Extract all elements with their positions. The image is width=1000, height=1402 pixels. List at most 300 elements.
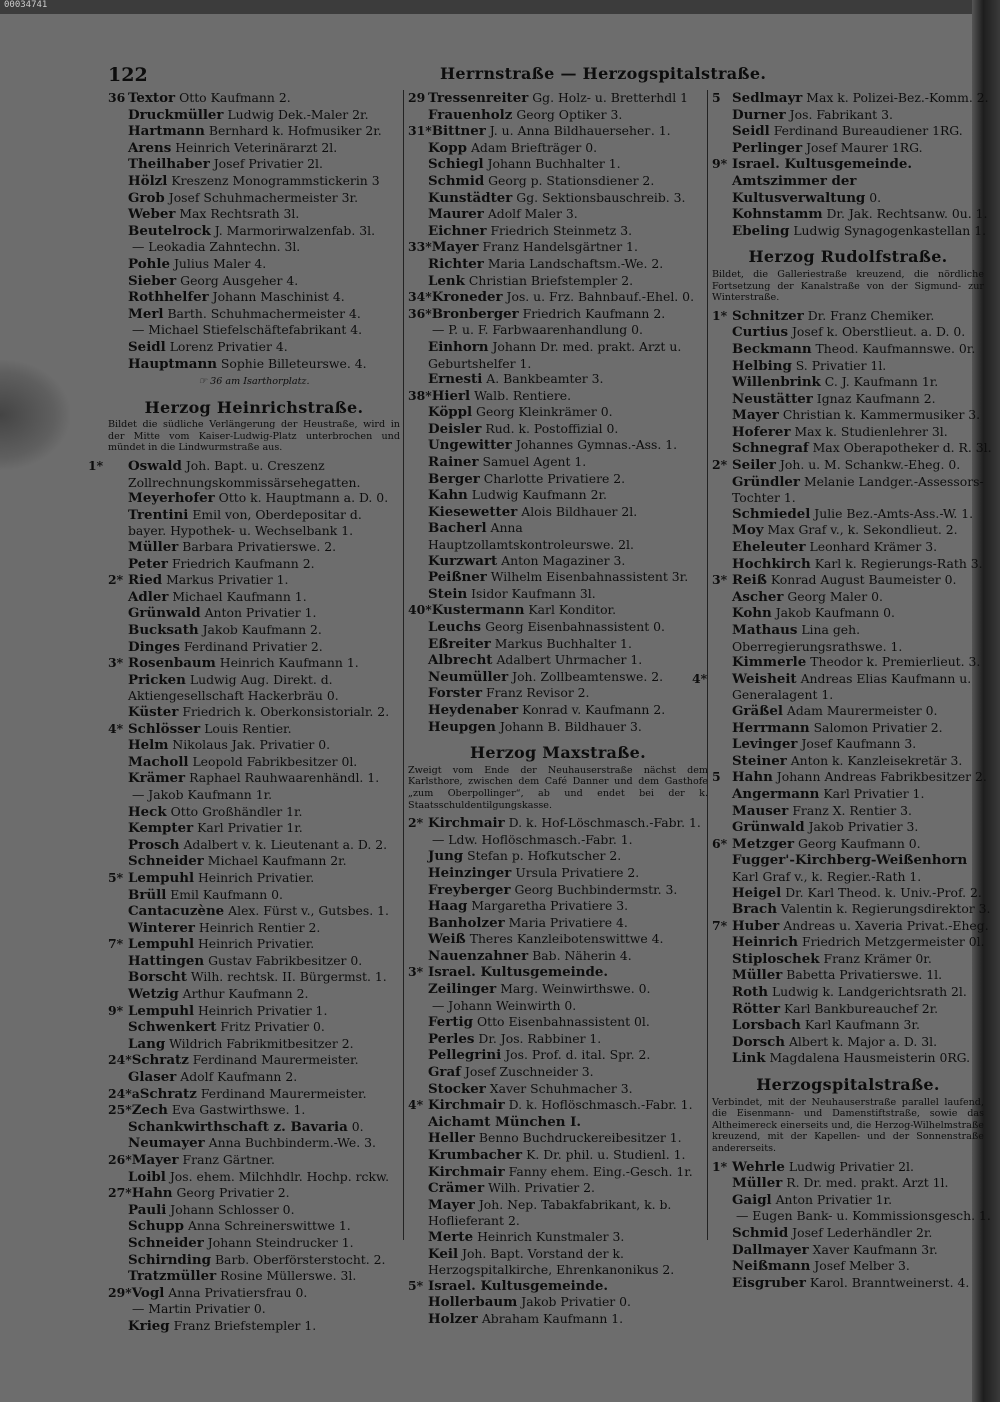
resident-details: Otto k. Hauptmann a. D. 0. — [218, 490, 389, 506]
resident-name: Pellegrini — [428, 1047, 502, 1064]
resident-name: Israel. Kultusgemeinde. — [732, 156, 913, 173]
directory-entry — [712, 1159, 984, 1176]
directory-entry — [108, 107, 400, 124]
directory-entry — [712, 173, 984, 206]
directory-entry — [108, 1268, 400, 1285]
resident-details: Michael Kaufmann 1. — [172, 588, 307, 604]
resident-details: Barbara Privatierswe. 2. — [182, 539, 337, 555]
running-head: Herrnstraße — Herzogspitalstraße. — [440, 64, 767, 83]
directory-entry — [408, 998, 708, 1015]
directory-entry — [712, 1050, 984, 1067]
directory-entry — [712, 572, 984, 589]
directory-entry — [108, 737, 400, 754]
resident-name: Kunstädter — [428, 189, 513, 206]
resident-name: Hoferer — [732, 423, 791, 440]
directory-entry — [408, 1294, 708, 1311]
resident-details: Lorenz Privatier 4. — [169, 338, 288, 354]
directory-entry — [712, 901, 991, 918]
resident-details: Heinrich Kaufmann 1. — [219, 655, 359, 671]
resident-details: Ludwig Dek.-Maler 2r. — [227, 106, 369, 122]
resident-details: Josef Zuschneider 3. — [464, 1064, 594, 1080]
house-number: 31* — [408, 123, 432, 139]
resident-name: Schirnding — [128, 1251, 211, 1268]
resident-details: — Martin Privatier 0. — [131, 1301, 266, 1317]
resident-details: Adam Briefträger 0. — [470, 139, 598, 155]
directory-entry — [108, 123, 400, 140]
resident-name: Kempter — [128, 820, 194, 837]
house-number: 26* — [108, 1152, 132, 1167]
directory-entry — [108, 289, 400, 306]
resident-details: Jakob Kaufmann 0. — [775, 605, 895, 621]
directory-entry — [408, 602, 708, 619]
resident-details: — Jakob Kaufmann 1r. — [131, 786, 273, 802]
directory-entry — [108, 936, 400, 953]
directory-entry — [712, 374, 984, 391]
resident-name: Helbing — [732, 357, 792, 374]
directory-entry — [408, 421, 708, 438]
resident-name: Ascher — [732, 588, 784, 605]
directory-entry — [408, 454, 708, 471]
resident-name: Neißmann — [732, 1258, 811, 1275]
resident-details: Adolf Maler 3. — [487, 206, 578, 222]
directory-entry — [408, 273, 708, 290]
directory-entry — [108, 1185, 400, 1202]
directory-entry — [108, 140, 400, 157]
resident-details: Josef Schuhmachermeister 3r. — [168, 189, 359, 205]
resident-details: Heinrich Privatier. — [197, 936, 315, 952]
directory-entry — [408, 865, 708, 882]
directory-entry — [108, 539, 400, 556]
resident-details: Jakob Privatier 0. — [521, 1294, 631, 1310]
resident-name: Müller — [732, 1175, 783, 1192]
resident-details: Anna Privatiersfrau 0. — [168, 1284, 308, 1300]
resident-name: Lempuhl — [128, 1002, 195, 1019]
resident-details: Max k. Studienlehrer 3l. — [794, 423, 948, 439]
resident-name: Tressenreiter — [428, 90, 529, 106]
house-number: 1* — [712, 307, 728, 323]
resident-details: Wilhelm Eisenbahnassistent 3r. — [490, 569, 689, 585]
entries-herzog-rudolf — [692, 307, 992, 1067]
resident-name: Stocker — [428, 1080, 486, 1097]
directory-entry — [408, 1014, 708, 1031]
directory-entry — [408, 1180, 708, 1197]
directory-entry — [108, 1252, 400, 1269]
resident-name: Lorsbach — [732, 1017, 801, 1034]
directory-entry — [712, 391, 984, 408]
resident-details: Adam Maurermeister 0. — [786, 702, 938, 718]
resident-details: Otto Großhändler 1r. — [170, 803, 303, 819]
resident-name: Peißner — [428, 569, 487, 586]
directory-entry — [408, 619, 708, 636]
entries-herzogspital — [712, 1158, 991, 1292]
house-number: 5 — [712, 769, 721, 785]
directory-entry — [108, 1218, 400, 1235]
resident-name: Schlösser — [128, 720, 201, 737]
resident-name: Schankwirthschaft z. Bavaria — [128, 1118, 348, 1135]
resident-details: Jos. u. Frz. Bahnbauf.-Ehel. 0. — [506, 289, 695, 305]
resident-name: Heck — [128, 803, 167, 820]
resident-name: Seiler — [732, 457, 776, 474]
resident-details: Valentin k. Regierungsdirektor 3. — [780, 901, 991, 917]
directory-entry — [408, 685, 708, 702]
resident-name: Einhorn — [428, 338, 489, 355]
house-number: 3* — [408, 964, 424, 980]
resident-name: Kohn — [732, 605, 772, 622]
resident-name: Stiploschek — [732, 950, 820, 967]
directory-entry — [712, 123, 984, 140]
resident-details: Heinrich Kunstmaler 3. — [477, 1228, 625, 1244]
directory-entry — [408, 504, 708, 521]
directory-entry — [108, 322, 400, 339]
directory-entry — [108, 223, 400, 240]
resident-details: Bab. Näherin 4. — [532, 947, 632, 963]
resident-details: Karl Kaufmann 3r. — [804, 1017, 920, 1033]
resident-details: Josef Maurer 1RG. — [806, 139, 923, 155]
directory-entry — [108, 622, 400, 639]
resident-details: Anton Magaziner 3. — [501, 552, 626, 568]
resident-name: Hölzl — [128, 172, 168, 189]
directory-entry — [108, 589, 400, 606]
house-number: 1* — [712, 1158, 728, 1174]
resident-details: Babetta Privatierswe. 1l. — [786, 967, 943, 983]
resident-name: Dallmayer — [732, 1241, 809, 1258]
house-number: 24* — [108, 1052, 132, 1068]
directory-entry — [108, 339, 400, 356]
directory-entry — [108, 1019, 400, 1036]
directory-entry — [692, 670, 984, 703]
resident-name: Kroneder — [431, 289, 503, 306]
resident-name: Aichamt München I. — [428, 1113, 582, 1130]
resident-name: Stein — [428, 585, 468, 602]
resident-name: Grünwald — [732, 819, 805, 836]
resident-name: Mathaus — [732, 622, 798, 638]
directory-entry — [408, 948, 708, 965]
resident-name: Lang — [128, 1035, 166, 1052]
directory-entry — [408, 322, 708, 339]
resident-name: Crämer — [428, 1180, 485, 1197]
directory-entry — [408, 652, 708, 669]
resident-details: Anton k. Kanzleisekretär 3. — [790, 752, 963, 768]
house-number: 6* — [712, 835, 728, 851]
directory-entry — [108, 1318, 400, 1335]
resident-name: Curtius — [732, 324, 788, 341]
entries-herrnstrasse — [108, 90, 400, 372]
resident-details: Otto Kaufmann 2. — [179, 90, 291, 105]
resident-name: Pricken — [128, 671, 186, 688]
directory-entry — [108, 156, 400, 173]
resident-name: Oswald — [128, 458, 182, 475]
directory-entry — [108, 90, 400, 107]
house-number: 29 — [408, 90, 426, 105]
resident-name: Dorsch — [732, 1033, 786, 1050]
directory-entry — [108, 920, 400, 937]
resident-details: Bernhard k. Hofmusiker 2r. — [208, 123, 382, 139]
resident-details: — Johann Weinwirth 0. — [431, 997, 577, 1013]
resident-details: Josef Lederhändler 2r. — [792, 1224, 933, 1240]
resident-name: Müller — [128, 539, 179, 556]
resident-name: Wehrle — [732, 1158, 785, 1175]
resident-details: Louis Rentier. — [204, 720, 292, 736]
resident-details: Ignaz Kaufmann 2. — [816, 390, 936, 406]
resident-name: Wetzig — [128, 986, 179, 1003]
directory-entry — [108, 173, 400, 190]
resident-name: Schratz — [131, 1052, 189, 1069]
resident-details: Max Rechtsrath 3l. — [179, 206, 300, 222]
house-number: 25* — [108, 1102, 132, 1118]
resident-name: Ernesti — [428, 371, 483, 388]
resident-details: Jos. ehem. Milchhdlr. Hochp. rckw. — [169, 1168, 390, 1184]
resident-details: Franz Gärtner. — [182, 1152, 275, 1167]
resident-name: Rainer — [428, 454, 479, 471]
directory-entry — [108, 837, 400, 854]
directory-entry — [108, 969, 400, 986]
resident-details: Andreas Elias Kaufmann u. Generalagent 1. — [732, 670, 972, 703]
resident-name: Banholzer — [428, 914, 505, 931]
resident-details: Gg. Holz- u. Bretterhdl 1 — [532, 90, 688, 105]
resident-details: Maria Privatiere 4. — [508, 914, 628, 930]
directory-entry — [712, 1242, 984, 1259]
directory-entry — [108, 1003, 400, 1020]
resident-details: Ludwig Aug. Direkt. d. Aktiengesellschaft Hackerbräu 0. — [128, 671, 339, 704]
resident-details: Josef Melber 3. — [814, 1258, 910, 1274]
resident-name: Hierl — [431, 387, 471, 404]
resident-details: Christian Briefstempler 2. — [468, 272, 634, 288]
directory-entry — [408, 437, 708, 454]
directory-entry — [408, 306, 708, 323]
resident-name: Ungewitter — [428, 437, 512, 454]
directory-entry — [88, 458, 400, 490]
directory-entry — [408, 487, 708, 504]
resident-name: Pohle — [128, 255, 170, 272]
resident-details: Max Oberapotheker d. R. 3l. — [812, 440, 992, 456]
resident-details: — Michael Stiefelschäftefabrikant 4. — [131, 322, 363, 338]
resident-details: Ludwig Synagogenkastellan 1. — [793, 222, 987, 238]
house-number: 33* — [408, 239, 432, 255]
resident-details: Georg Buchbindermstr. 3. — [514, 881, 678, 897]
resident-name: Sieber — [128, 272, 177, 289]
resident-details: Georg Maler 0. — [787, 588, 883, 604]
directory-entry — [108, 306, 400, 323]
resident-details: Ursula Privatiere 2. — [515, 864, 640, 880]
resident-name: Weiß — [428, 931, 466, 948]
resident-name: Haag — [428, 898, 468, 915]
resident-name: Trentini — [128, 506, 189, 523]
resident-details: Walb. Rentiere. — [474, 387, 572, 403]
resident-name: Kustermann — [431, 602, 525, 619]
directory-entry — [108, 1135, 400, 1152]
resident-details: Jakob Privatier 3. — [808, 819, 919, 835]
house-number: 36 — [108, 90, 126, 105]
directory-entry — [712, 885, 984, 902]
resident-name: Köppl — [428, 404, 473, 421]
directory-entry — [108, 1152, 400, 1169]
resident-name: Metzger — [732, 835, 795, 852]
resident-name: Macholl — [128, 753, 189, 770]
directory-entry — [712, 1001, 984, 1018]
resident-name: Maurer — [428, 206, 484, 223]
resident-details: Georg Eisenbahnassistent 0. — [485, 619, 665, 634]
resident-details: Otto Eisenbahnassistent 0l. — [476, 1014, 650, 1030]
resident-name: Schneider — [128, 1234, 204, 1251]
resident-details: — P. u. F. Farbwaarenhandlung 0. — [431, 322, 643, 338]
directory-entry — [712, 341, 984, 358]
resident-details: Max k. Polizei-Bez.-Komm. 2. — [806, 90, 989, 105]
resident-name: Neumayer — [128, 1135, 205, 1152]
resident-name: Pauli — [128, 1201, 167, 1218]
directory-entry — [712, 539, 984, 556]
resident-name: Sedlmayr — [732, 90, 803, 106]
resident-name: Heinzinger — [428, 864, 512, 881]
resident-name: Mayer — [732, 407, 779, 424]
resident-details: Ferdinand Privatier 2. — [183, 638, 323, 654]
house-number: 40* — [408, 602, 432, 618]
house-number: 5* — [408, 1277, 424, 1293]
directory-entry — [108, 804, 400, 821]
directory-entry — [408, 832, 708, 849]
directory-entry — [712, 836, 984, 853]
resident-details: A. Bankbeamter 3. — [486, 371, 604, 387]
resident-details: Margaretha Privatiere 3. — [471, 898, 629, 914]
resident-name: Küster — [128, 703, 179, 720]
page-number: 122 — [108, 64, 148, 86]
resident-details: Joh. Bapt. Vorstand der k. Herzogspitalkirche, Ehrenkanonikus 2. — [428, 1245, 675, 1278]
resident-details: Johannes Gymnas.-Ass. 1. — [515, 437, 678, 453]
directory-entry — [712, 457, 984, 474]
resident-name: Neustätter — [732, 390, 813, 407]
directory-entry — [408, 1031, 708, 1048]
directory-entry — [408, 206, 708, 223]
directory-entry — [408, 553, 708, 570]
resident-details: Karl Bankbureauchef 2r. — [783, 1000, 939, 1016]
resident-name: Krumbacher — [428, 1147, 523, 1163]
resident-name: Forster — [428, 685, 483, 702]
directory-entry — [712, 556, 984, 573]
directory-entry — [712, 1034, 984, 1051]
resident-details: — Leokadia Zahntechn. 3l. — [131, 239, 301, 255]
resident-details: Kreszenz Monogrammstickerin 3 — [171, 172, 380, 188]
resident-name: Tratzmüller — [128, 1268, 217, 1285]
resident-name: Hauptmann — [128, 355, 217, 372]
resident-name: Rosenbaum — [128, 655, 216, 672]
resident-details: Friedrich Kaufmann 2. — [171, 555, 315, 571]
directory-entry — [408, 239, 708, 256]
resident-details: Wildrich Fabrikmitbesitzer 2. — [169, 1035, 354, 1051]
resident-name: Krieg — [128, 1317, 170, 1334]
resident-name: Richter — [428, 255, 484, 272]
directory-entry — [408, 1229, 708, 1246]
directory-entry — [408, 90, 708, 107]
resident-name: Roth — [732, 984, 768, 1001]
house-number: 24*a — [108, 1085, 140, 1101]
resident-name: Peter — [128, 555, 168, 572]
directory-entry — [108, 639, 400, 656]
directory-entry — [712, 769, 987, 786]
house-number: 9* — [108, 1002, 124, 1018]
directory-entry — [408, 964, 708, 981]
resident-details: Rud. k. Postoffizial 0. — [485, 420, 619, 436]
resident-name: Jung — [428, 848, 464, 865]
directory-entry — [712, 720, 984, 737]
resident-details: Michael Kaufmann 2r. — [207, 853, 347, 869]
resident-details: Adalbert v. k. Lieutenant a. D. 2. — [183, 836, 388, 852]
directory-entry — [408, 1064, 708, 1081]
directory-entry — [108, 556, 400, 573]
resident-details: Ferdinand Maurermeister. — [192, 1052, 359, 1068]
entries-herzog-heinrich — [88, 458, 400, 1334]
directory-entry — [408, 1097, 708, 1114]
resident-details: Lina geh. Oberregierungsrathswe. 1. — [732, 622, 903, 654]
resident-name: Durner — [732, 106, 786, 123]
resident-name: Kirchmair — [428, 815, 505, 832]
resident-name: Frauenholz — [428, 106, 513, 123]
house-number: 4* — [408, 1097, 424, 1113]
directory-entry — [408, 719, 708, 736]
directory-entry — [408, 669, 708, 686]
resident-details: Dr. Jak. Rechtsanw. 0u. 1. — [826, 206, 988, 222]
resident-name: Beckmann — [732, 340, 812, 357]
resident-details: Xaver Kaufmann 3r. — [812, 1241, 938, 1257]
resident-name: Berger — [428, 470, 480, 487]
resident-name: Rothhelfer — [128, 289, 209, 306]
directory-entry — [108, 1102, 400, 1119]
resident-details: Benno Buchdruckereibesitzer 1. — [478, 1130, 682, 1146]
resident-name: Schupp — [128, 1218, 185, 1235]
directory-entry — [408, 898, 708, 915]
directory-entry — [108, 1052, 400, 1069]
resident-details: Friedrich Metzgermeister 0l. — [801, 934, 985, 950]
directory-entry — [712, 440, 992, 457]
resident-name: Bucksath — [128, 622, 199, 638]
resident-name: Kohnstamm — [732, 206, 823, 223]
resident-name: Heydenaber — [428, 701, 519, 718]
resident-details: Melanie Landger.-Assessors-Tochter 1. — [732, 473, 984, 506]
resident-details: Charlotte Privatiere 2. — [483, 470, 626, 486]
resident-details: Fanny ehem. Eing.-Gesch. 1r. — [508, 1163, 693, 1179]
directory-entry — [108, 356, 400, 373]
directory-entry — [712, 107, 984, 124]
resident-name: Steiner — [732, 752, 787, 769]
resident-name: Cantacuzène — [128, 903, 225, 920]
resident-name: Israel. Kultusgemeinde. — [428, 1277, 609, 1294]
directory-entry — [408, 190, 708, 207]
resident-details: Anton Privatier 1r. — [775, 1191, 893, 1207]
resident-details: Joh. u. M. Schankw.-Eheg. 0. — [779, 457, 961, 473]
resident-name: Kirchmair — [428, 1097, 505, 1114]
resident-name: Grünwald — [128, 605, 201, 622]
resident-details: Dr. Karl Theod. k. Univ.-Prof. 2. — [785, 884, 982, 900]
resident-details: J. u. Anna Bildhauersehег. 1. — [489, 123, 671, 139]
resident-name: Leuchs — [428, 619, 482, 635]
directory-entry — [108, 605, 400, 622]
resident-details: Jos. Fabrikant 3. — [789, 106, 893, 122]
resident-details: 0. — [869, 189, 882, 205]
directory-entry — [408, 339, 708, 371]
house-number: 2* — [108, 572, 124, 588]
resident-details: Johann Dr. med. prakt. Arzt u. Geburtshelfer 1. — [428, 338, 682, 371]
resident-name: Levinger — [732, 736, 798, 753]
resident-name: Reiß — [732, 572, 767, 589]
resident-name: Merte — [428, 1228, 474, 1245]
directory-entry — [408, 882, 708, 899]
resident-details: Wilh. Privatier 2. — [488, 1180, 595, 1196]
resident-name: Seidl — [732, 123, 770, 140]
resident-name: Grob — [128, 189, 165, 206]
resident-details: 0. — [351, 1118, 364, 1134]
resident-name: Beutelrock — [128, 222, 211, 239]
house-number: 7* — [712, 917, 728, 933]
directory-entry — [712, 206, 988, 223]
resident-name: Fugger'-Kirchberg-Weißenhorn — [732, 852, 968, 869]
